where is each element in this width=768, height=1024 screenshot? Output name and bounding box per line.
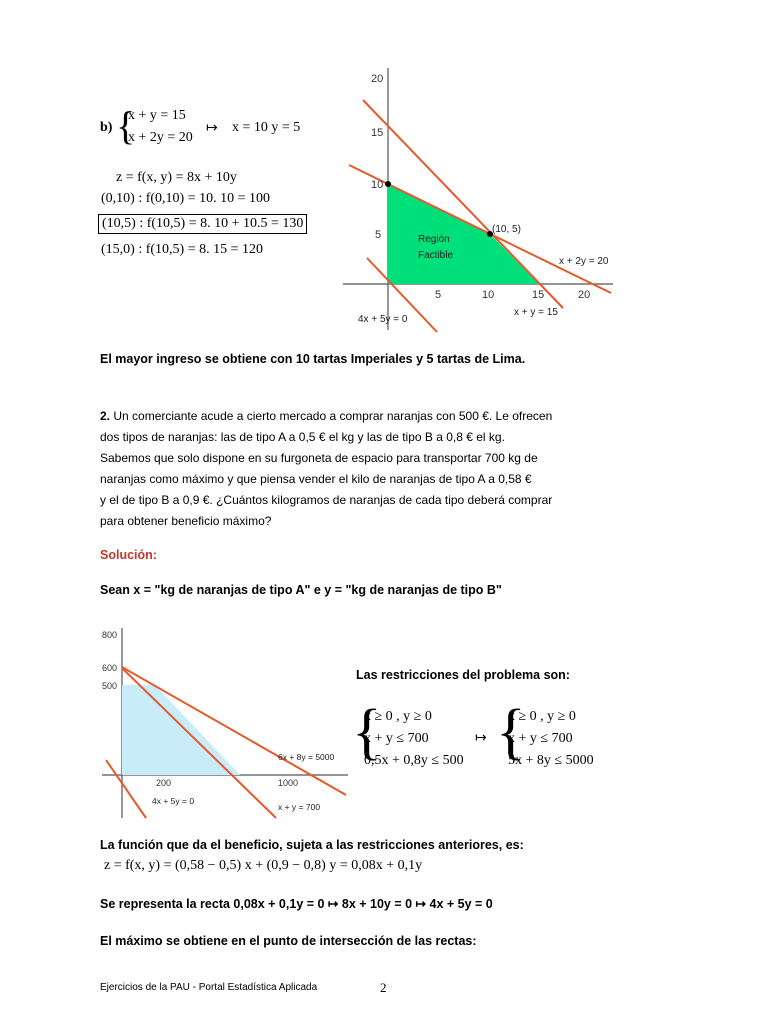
y-tick-15: 15 <box>371 127 384 139</box>
vertex-0-10 <box>385 181 391 187</box>
eval-row-3: (15,0) : f(10,5) = 8. 15 = 120 <box>101 242 263 257</box>
system-solution: x = 10 y = 5 <box>232 120 301 135</box>
system-eq-1: x + y = 15 <box>128 108 186 123</box>
restrictions-heading: Las restricciones del problema son: <box>356 668 570 682</box>
system-brace: { <box>116 103 136 148</box>
problem-2-line-5: y el de tipo B a 0,9 €. ¿Cuántos kilogramos de naranjas de cada tipo deberá comprar <box>100 493 553 507</box>
system-1-row-1: x ≥ 0 , y ≥ 0 <box>364 709 432 724</box>
system-1-row-3: 0,5x + 0,8y ≤ 500 <box>364 753 464 768</box>
y-tick-500: 500 <box>102 681 118 691</box>
conclusion-text: El mayor ingreso se obtiene con 10 tartas Imperiales y 5 tartas de Lima. <box>100 352 526 366</box>
eval-row-2-optimal: (10,5) : f(10,5) = 8. 10 + 10.5 = 130 <box>98 214 307 234</box>
line-label-x-plus-y: x + y = 700 <box>278 802 321 812</box>
maps-to-arrow: ↦ <box>206 121 218 136</box>
system-2-row-1: x ≥ 0 , y ≥ 0 <box>508 709 576 724</box>
system-eq-2: x + 2y = 20 <box>128 130 193 145</box>
page-number: 2 <box>380 980 387 995</box>
problem-2-line-2: dos tipos de naranjas: las de tipo A a 0,5 € el kg y las de tipo B a 0,8 € el kg. <box>100 430 505 444</box>
maximum-text: El máximo se obtiene en el punto de intersección de las rectas: <box>100 934 477 948</box>
problem-2-line-4: naranjas como máximo y que piensa vender el kilo de naranjas de tipo A a 0,58 € <box>100 472 532 486</box>
problem-number: 2. <box>100 409 111 423</box>
x-tick-5: 5 <box>435 289 442 301</box>
line-label-6x-plus-8y: 6x + 8y = 5000 <box>278 752 335 762</box>
y-tick-20: 20 <box>371 73 384 85</box>
system-arrow: ↦ <box>475 731 487 746</box>
x-tick-200: 200 <box>156 778 172 788</box>
y-tick-600: 600 <box>102 663 118 673</box>
x-tick-10: 10 <box>482 289 495 301</box>
line-representation: Se representa la recta 0,08x + 0,1y = 0 ↦ 8x + 10y = 0 ↦ 4x + 5y = 0 <box>100 897 493 911</box>
y-tick-10: 10 <box>371 179 384 191</box>
feasible-region-chart-1 <box>343 68 613 334</box>
x-tick-15: 15 <box>532 289 545 301</box>
region-label-1: Región <box>418 234 450 245</box>
x-tick-1000: 1000 <box>278 778 299 788</box>
y-tick-800: 800 <box>102 630 118 640</box>
y-tick-5: 5 <box>375 229 382 241</box>
solution-heading: Solución: <box>100 548 157 562</box>
benefit-formula: z = f(x, y) = (0,58 − 0,5) x + (0,9 − 0,8) y = 0,08x + 0,1y <box>104 858 423 873</box>
part-b-label: b) <box>100 120 113 135</box>
line-label-4x-plus-5y: 4x + 5y = 0 <box>152 796 195 806</box>
objective-function: z = f(x, y) = 8x + 10y <box>116 170 237 185</box>
problem-2-line-3: Sabemos que solo dispone en su furgoneta de espacio para transportar 700 kg de <box>100 451 538 465</box>
x-tick-20: 20 <box>578 289 591 301</box>
problem-2-line-6: para obtener beneficio máximo? <box>100 514 272 528</box>
footer-text: Ejercicios de la PAU - Portal Estadística Aplicada <box>100 982 318 993</box>
benefit-heading: La función que da el beneficio, sujeta a las restricciones anteriores, es: <box>100 838 524 852</box>
variables-definition: Sean x = "kg de naranjas de tipo A" e y = "kg de naranjas de tipo B" <box>100 583 502 597</box>
problem-2-text <box>100 406 552 532</box>
system-1 <box>364 706 464 772</box>
problem-2-line-1: 2. Un comerciante acude a cierto mercado a comprar naranjas con 500 €. Le ofrecen <box>100 409 553 423</box>
feasible-region-chart-2 <box>100 620 348 820</box>
point-label: (10, 5) <box>492 224 521 235</box>
system-2-brace: { <box>496 698 526 766</box>
system-2-row-2: x + y ≤ 700 <box>508 731 573 746</box>
line-label-4x-plus-5y: 4x + 5y = 0 <box>358 314 408 325</box>
region-label-2: Factible <box>418 250 454 261</box>
line-label-x-plus-2y: x + 2y = 20 <box>559 256 609 267</box>
feasible-region <box>122 685 240 775</box>
eval-row-1: (0,10) : f(0,10) = 10. 10 = 100 <box>101 191 270 206</box>
system-2-row-3: 5x + 8y ≤ 5000 <box>508 753 594 768</box>
line-label-x-plus-y: x + y = 15 <box>514 307 558 318</box>
system-1-brace: { <box>352 698 382 766</box>
system-1-row-2: x + y ≤ 700 <box>364 731 429 746</box>
system-2 <box>508 706 594 772</box>
